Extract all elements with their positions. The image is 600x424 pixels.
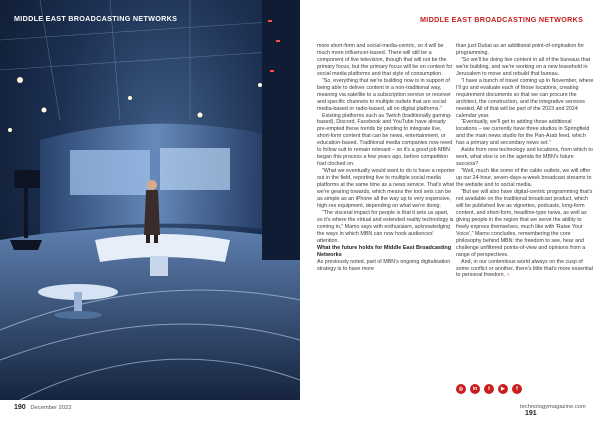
youtube-icon[interactable]: ▶ bbox=[498, 384, 508, 394]
paragraph: “So we'll be doing live content in all of the bureaus that we're building, and we're working on a new leasehold in Jerusalem to move and rebuild that bureau. bbox=[456, 56, 591, 77]
paragraph: As previously noted, part of MBN's ongoing digitalisation strategy is to have more bbox=[317, 258, 451, 272]
closing-paragraph-text: And, in our contentious world always on the cusp of some conflict or another, there's little that's more essential to personal freedom. bbox=[456, 258, 593, 279]
paragraph: “So, everything that we're building now is in support of being able to deliver content in a non-traditional way, meaning via satellite to a subscription service or receiver and specific channels to multiple outlets that are social media-based or radio-based, all on digital platforms.” bbox=[317, 77, 451, 112]
instagram-icon[interactable]: ◎ bbox=[456, 384, 466, 394]
article-column-2 bbox=[456, 43, 594, 279]
paragraph: more short-form and social-media-centric, so it will be much more influencer-based. There will still be a component of live television, though that will not be the primary focus, but the primary focus will be on content for social media platforms and that style of consumption. bbox=[317, 43, 453, 77]
paragraph: “Well, much like some of the cable outlets, we will offer up our 24-hour, seven-days-a-week broadcast streams to the website and to social media. bbox=[456, 168, 592, 189]
paragraph: than just Dubai as an additional point-of-origination for programming. bbox=[456, 43, 585, 56]
linkedin-icon[interactable]: in bbox=[470, 384, 480, 394]
twitter-icon[interactable]: t bbox=[484, 384, 494, 394]
paragraph: Existing platforms such as Twitch (traditionally gaming-based), Discord, Facebook and YouTube have already pre-empted these trends by pivoting to integrate live, short-form content that can be news, entertainment, or education-based. Traditional media companies now need to follow suit to remain relevant – so it's a good job MBN began this process a few years ago, before competition had clocked on. bbox=[317, 112, 453, 168]
page-number-left: 190 bbox=[14, 404, 26, 411]
end-mark-icon: ○ bbox=[506, 272, 510, 279]
studio-illustration bbox=[0, 0, 300, 400]
paragraph: “Eventually, we'll get to adding those additional locations – we currently have three studios in Springfield and the main news studio for the Pan-Arab feed, which has a primary and secondary news set.” bbox=[456, 119, 590, 147]
article-column-1 bbox=[317, 43, 455, 273]
paragraph: Aside from new technology and locations, from which to work, what else is on the agenda for MBN's future success? bbox=[456, 147, 593, 168]
paragraph: “What we eventually would want to do is have a reporter out in the field, reporting live to multiple social media platforms at the same time as a news service. That's what we're gearing towards, which means the tool sets can be as simple as an iPhone all the way up to very expensive, high-res equipment, depending on what we're doing. bbox=[317, 168, 455, 209]
issue-date: December 2022 bbox=[30, 405, 72, 411]
paragraph: “The visceral impact for people is that it sets us apart, so it's where the virtual and extended reality technology is coming in,” Mamo says with enthusiasm, acknowledging the ways in which MBN can now hook audiences' attention. bbox=[317, 209, 454, 244]
paragraph bbox=[456, 259, 594, 280]
section-header-right: MIDDLE EAST BROADCASTING NETWORKS bbox=[420, 15, 584, 24]
website-url[interactable]: technologymagazine.com bbox=[520, 404, 586, 410]
paragraph: “But we will also have digital-centric programming that's not available on the traditional broadcast product, which will be published live as vignettes, podcasts, long-form content, and short-form, headline-type news, as well as giving people in the region that we serve the ability to freely express themselves, much like with 'Raise Your Voice',” Mamo concludes, remembering the core philosophy behind MBN: the freedom to see, hear and challenge unfiltered points-of-view and opinions from a range of perspectives. bbox=[456, 189, 593, 258]
page-number-right: 191 bbox=[525, 410, 537, 417]
footer-right bbox=[520, 404, 600, 417]
facebook-icon[interactable]: f bbox=[512, 384, 522, 394]
paragraph: “I have a bunch of travel coming up in November, where I'll go and evaluate each of those locations, creating requirement documents so that we can procure the architect, the construction, and the integrative services needed. All of that will be part of the 2023 and 2024 calendar year. bbox=[456, 77, 594, 119]
social-icons bbox=[456, 384, 522, 394]
studio-photo bbox=[0, 0, 300, 400]
article-subheading: What the future holds for Middle East Broadcasting Networks bbox=[317, 244, 452, 258]
footer-left bbox=[14, 404, 72, 411]
section-header-left: MIDDLE EAST BROADCASTING NETWORKS bbox=[14, 14, 178, 23]
